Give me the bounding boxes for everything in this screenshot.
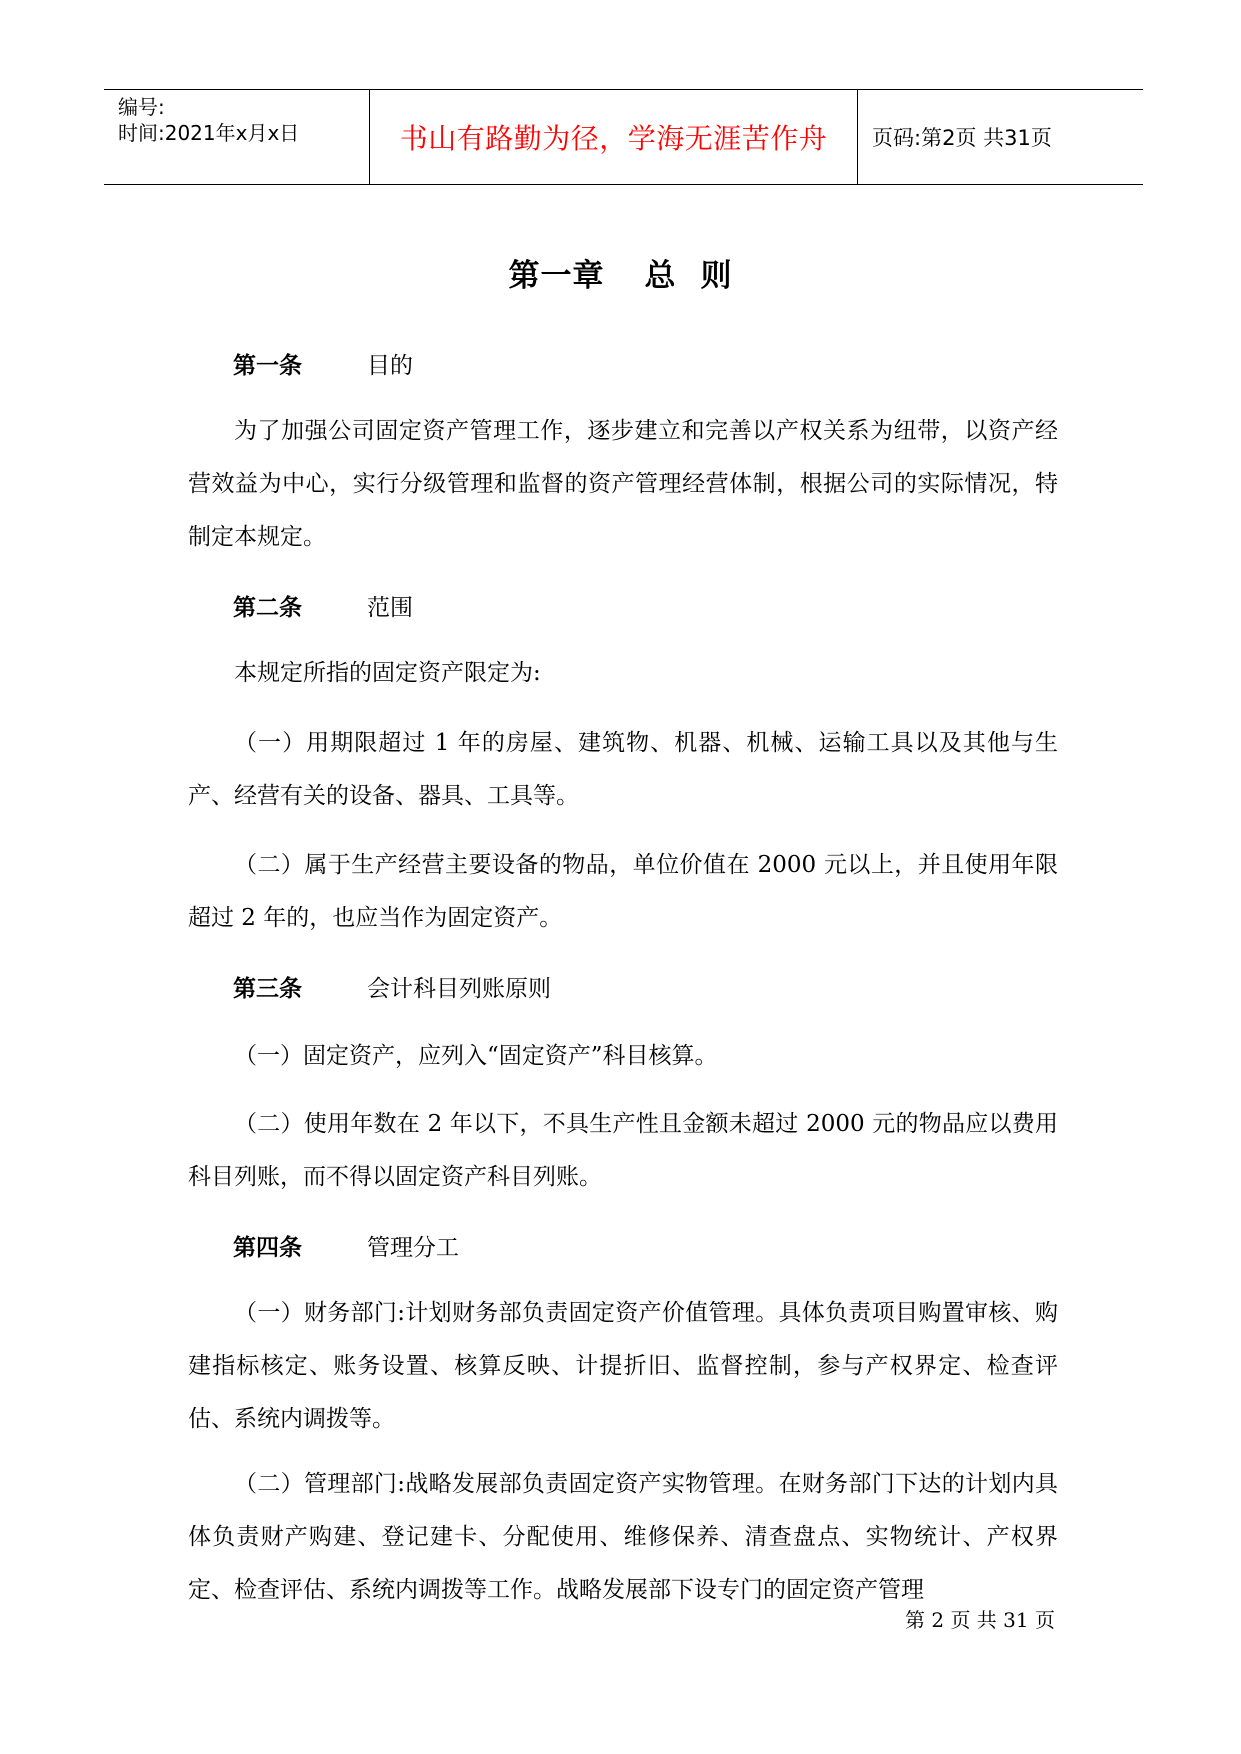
document-number-label: 编号:: [118, 95, 165, 119]
article-title: 管理分工: [367, 1235, 459, 1261]
paragraph: 为了加强公司固定资产管理工作，逐步建立和完善以产权关系为纽带，以资产经营效益为中心，实行分级管理和监督的资产管理经营体制，根据公司的实际情况，特制定本规定。: [188, 418, 1058, 550]
chapter-title-part2: 总: [644, 258, 677, 294]
chapter-title: [0, 250, 1241, 295]
header-page-code: 页码:第2页 共31页: [872, 126, 1052, 150]
article-title: 范围: [367, 595, 413, 621]
article-title: 会计科目列账原则: [367, 976, 551, 1002]
chapter-title-part3: 则: [700, 258, 733, 294]
article-number: 第二条: [233, 595, 302, 621]
header-info-cell: [104, 90, 370, 184]
article-heading: [233, 1229, 459, 1262]
paragraph: （一）固定资产，应列入“固定资产”科目核算。: [234, 1043, 718, 1069]
document-time-label: 时间:2021年x月x日: [118, 121, 300, 145]
page-header: [104, 89, 1143, 185]
paragraph: （一）财务部门:计划财务部负责固定资产价值管理。具体负责项目购置审核、购建指标核定、账务设置、核算反映、计提折旧、监督控制，参与产权界定、检查评估、系统内调拨等。: [188, 1300, 1058, 1432]
page-footer: 第 2 页 共 31 页: [905, 1608, 1055, 1632]
article-number: 第一条: [233, 353, 302, 379]
paragraph: （一）用期限超过 1 年的房屋、建筑物、机器、机械、运输工具以及其他与生产、经营有关的设备、器具、工具等。: [188, 730, 1058, 809]
paragraph: 本规定所指的固定资产限定为:: [234, 660, 541, 686]
paragraph: （二）属于生产经营主要设备的物品，单位价值在 2000 元以上，并且使用年限超过 2 年的，也应当作为固定资产。: [188, 852, 1058, 931]
header-motto-cell: [370, 90, 858, 184]
paragraph: （二）使用年数在 2 年以下，不具生产性且金额未超过 2000 元的物品应以费用科目列账，而不得以固定资产科目列账。: [188, 1111, 1058, 1190]
article-heading: [233, 347, 413, 380]
article-title: 目的: [367, 353, 413, 379]
article-heading: [233, 970, 551, 1003]
chapter-title-part1: 第一章: [508, 258, 605, 294]
paragraph: （二）管理部门:战略发展部负责固定资产实物管理。在财务部门下达的计划内具体负责财产购建、登记建卡、分配使用、维修保养、清查盘点、实物统计、产权界定、检查评估、系统内调拨等工作。战略发展部下设专门的固定资产管理: [188, 1471, 1058, 1603]
article-number: 第三条: [233, 976, 302, 1002]
header-motto: 书山有路勤为径，学海无涯苦作舟: [399, 122, 828, 155]
article-number: 第四条: [233, 1235, 302, 1261]
article-heading: [233, 589, 413, 622]
